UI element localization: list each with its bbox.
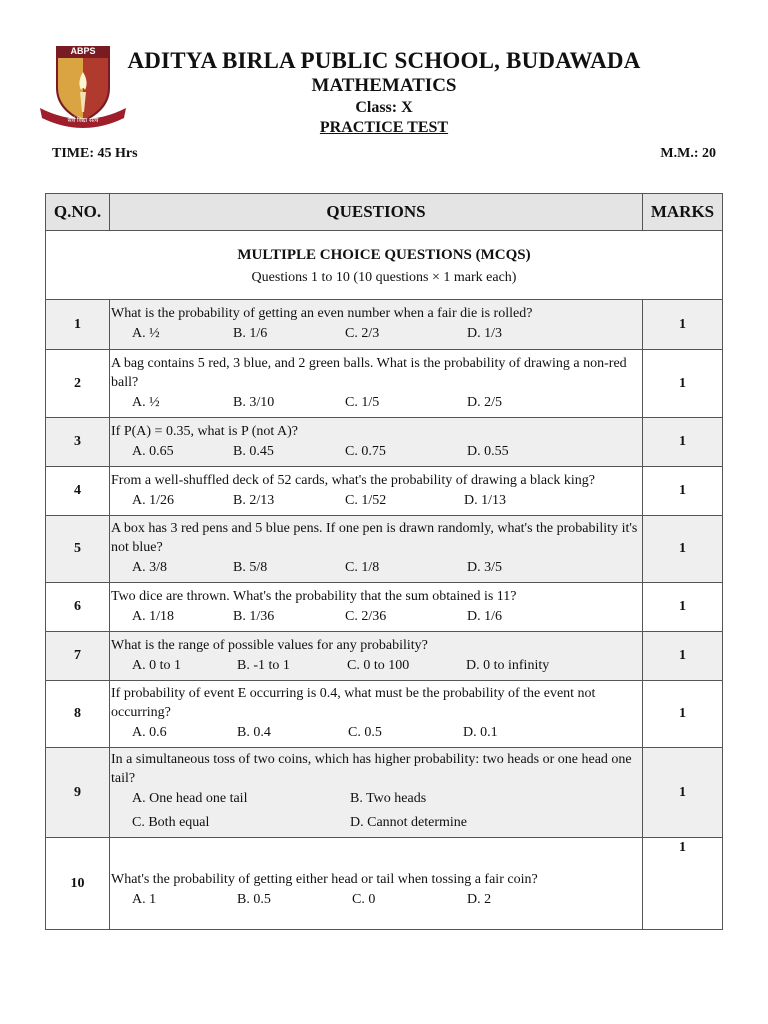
question-marks: 1 [643,350,723,418]
option-d: D. 0.55 [467,443,509,459]
question-marks: 1 [643,516,723,583]
question-cell [110,838,643,930]
class-label: Class: X [355,99,413,116]
question-text: What's the probability of getting either head or tail when tossing a fair coin? [111,872,538,887]
section-subtitle: Questions 1 to 10 (10 questions × 1 mark each) [251,269,517,285]
header-marks: MARKS [643,194,723,231]
question-text: A bag contains 5 red, 3 blue, and 2 green balls. What is the probability of drawing a non-red ball? [111,355,627,390]
section-cell [46,231,723,300]
option-b: B. -1 to 1 [237,657,290,673]
question-number: 2 [46,350,110,418]
option-b: B. 5/8 [233,560,268,575]
table-header-row [46,194,723,231]
question-number: 5 [46,516,110,583]
table-row [46,467,723,516]
option-d: D. 1/3 [467,326,502,341]
option-a: A. One head one tail [132,790,248,806]
question-marks: 1 [643,583,723,632]
question-number: 1 [46,300,110,350]
question-marks: 1 [643,418,723,467]
option-b: B. 1/6 [233,326,268,341]
option-a: A. 1 [132,892,157,907]
question-marks: 1 [643,467,723,516]
option-d: D. 0.1 [463,725,498,740]
option-d: D. Cannot determine [350,814,468,830]
question-cell [110,748,643,838]
options [110,392,642,414]
svg-text:ABPS: ABPS [70,46,96,56]
option-d: D. 2 [467,892,492,907]
option-a: A. 1/18 [132,608,174,624]
option-a: A. 1/26 [132,492,174,508]
table-row [46,350,723,418]
option-c: C. 0 to 100 [347,657,410,673]
question-text: Two dice are thrown. What's the probability that the sum obtained is 11? [111,588,517,604]
option-a: A. 0 to 1 [132,657,181,673]
question-cell [110,681,643,748]
option-d: D. 3/5 [467,560,502,575]
question-number: 10 [46,838,110,930]
option-b: B. 0.5 [237,892,271,907]
question-text: If P(A) = 0.35, what is P (not A)? [111,423,299,439]
option-b: B. 0.45 [233,443,274,459]
option-a: A. 0.6 [132,725,167,740]
option-b: B. 2/13 [233,492,275,508]
option-b: B. 0.4 [237,725,271,740]
question-text: In a simultaneous toss of two coins, which has higher probability: two heads or one head one tail? [111,751,632,786]
option-b: B. 3/10 [233,394,275,410]
school-name: ADITYA BIRLA PUBLIC SCHOOL, BUDAWADA [127,48,641,73]
question-number: 7 [46,632,110,681]
options [110,323,642,345]
question-cell [110,418,643,467]
question-number: 6 [46,583,110,632]
svg-text:सर्वं विद्या सत्यं: सर्वं विद्या सत्यं [67,117,99,124]
options [110,655,642,677]
question-marks: 1 [643,300,723,350]
option-c: C. 0.5 [348,725,382,740]
option-a: A. ½ [132,394,160,410]
options [110,722,642,744]
question-cell [110,300,643,350]
question-marks: 1 [643,632,723,681]
question-cell [110,467,643,516]
option-a: A. ½ [132,326,160,341]
test-title: PRACTICE TEST [319,119,449,136]
option-c: C. 1/5 [345,394,380,410]
question-text: What is the range of possible values for any probability? [111,637,428,653]
option-a: A. 0.65 [132,443,174,459]
question-number: 8 [46,681,110,748]
option-c: C. 2/3 [345,326,380,341]
section-title: MULTIPLE CHOICE QUESTIONS (MCQS) [237,246,531,263]
options [110,788,642,812]
question-cell [110,516,643,583]
question-text: From a well-shuffled deck of 52 cards, what's the probability of drawing a black king? [111,472,595,488]
subject-title: MATHEMATICS [311,75,457,96]
options [110,557,642,579]
question-number: 4 [46,467,110,516]
question-cell [110,583,643,632]
question-marks: 1 [643,748,723,838]
table-row [46,583,723,632]
option-c: C. 2/36 [345,608,387,624]
paper-header [0,0,768,190]
option-a: A. 3/8 [132,560,167,575]
header-qno: Q.NO. [46,194,110,231]
options [110,812,642,836]
question-marks: 1 [643,838,723,930]
question-cell [110,632,643,681]
header-questions: QUESTIONS [110,194,643,231]
question-table [45,193,723,930]
table-row [46,632,723,681]
table-row [46,300,723,350]
option-d: D. 2/5 [467,394,502,410]
question-marks: 1 [643,681,723,748]
table-row [46,748,723,838]
question-number: 9 [46,748,110,838]
table-row [46,418,723,467]
question-text: A box has 3 red pens and 5 blue pens. If one pen is drawn randomly, what's the probability it's not blue? [111,521,638,555]
table-row [46,838,723,930]
question-text: If probability of event E occurring is 0.4, what must be the probability of the event not occurring? [111,686,596,720]
option-d: D. 0 to infinity [466,657,550,673]
max-marks-label: M.M.: 20 [660,146,716,161]
question-text: What is the probability of getting an even number when a fair die is rolled? [111,306,533,321]
options [110,606,642,628]
options [110,490,642,512]
option-c: C. 0.75 [345,443,386,459]
options [110,889,642,911]
option-c: C. Both equal [132,814,210,830]
option-c: C. 1/52 [345,492,387,508]
question-number: 3 [46,418,110,467]
option-c: C. 1/8 [345,560,380,575]
options [110,441,642,463]
table-row [46,516,723,583]
section-row [46,231,723,300]
option-b: B. Two heads [350,790,427,806]
option-c: C. 0 [352,892,376,907]
option-d: D. 1/13 [464,492,506,508]
table-row [46,681,723,748]
time-label: TIME: 45 Hrs [52,146,138,161]
question-cell [110,350,643,418]
option-d: D. 1/6 [467,608,502,624]
option-b: B. 1/36 [233,608,275,624]
